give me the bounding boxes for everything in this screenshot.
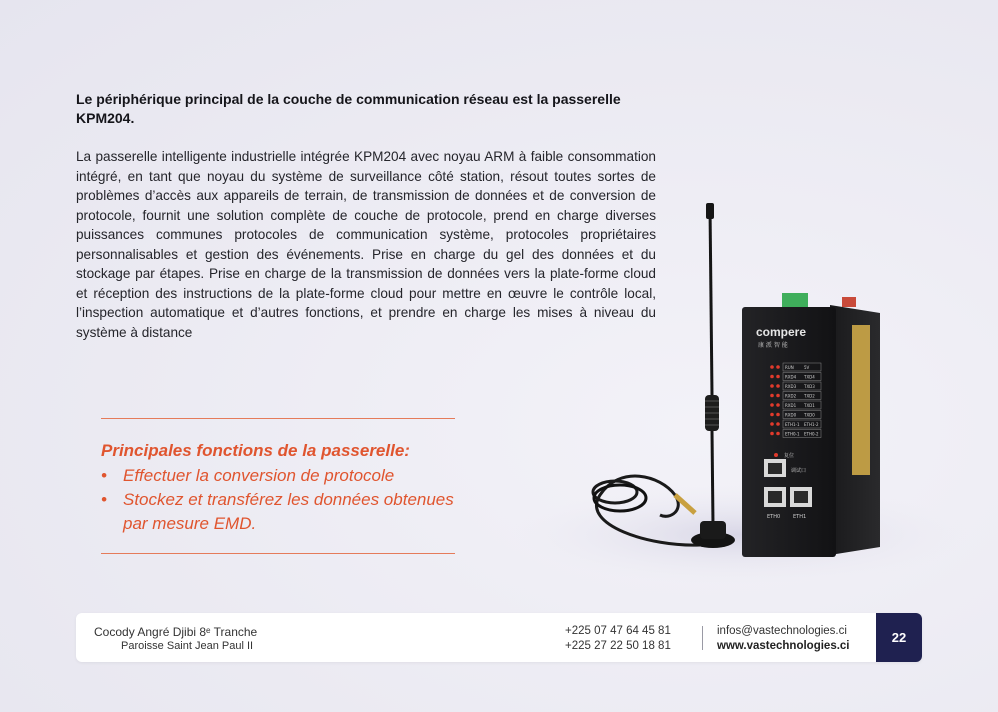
status-led [776,432,780,436]
bullet-icon: • [101,490,107,509]
antenna-rod [712,431,713,525]
eth1-label: ETH1 [793,514,807,520]
status-led [770,422,774,426]
led-label-left: RXD3 [785,384,797,389]
status-led [776,375,780,379]
led-label-left: RXD4 [785,374,797,380]
footer-separator [702,626,703,650]
status-led [770,384,774,388]
led-label-right: TXD1 [804,403,815,408]
status-led [776,413,780,417]
function-item [101,464,461,488]
status-led [770,394,774,398]
phone-number-1[interactable]: +225 07 47 64 45 81 [565,625,671,637]
functions-list [101,464,461,536]
status-led [776,394,780,398]
functions-title: Principales fonctions de la passerelle: [101,441,410,460]
antenna-spring [705,395,719,431]
led-label-left: RXD2 [785,393,797,399]
led-label-left: RUN [785,365,794,370]
led-label-left: RXD1 [785,403,797,408]
led-label-left: RXD0 [785,412,797,418]
gateway-illustration [500,195,970,595]
address-line-1: Cocody Angré Djibi 8ᵉ Tranche [94,625,258,639]
status-led [770,375,774,379]
reset-label: 复位 [784,453,795,459]
status-led [776,365,780,369]
status-led [770,403,774,407]
bullet-icon: • [101,466,107,485]
function-item-text: Stockez et transférez les données obtenues par mesure EMD. [123,490,454,533]
led-label-right: 5V [804,365,810,370]
function-item-text: Effectuer la conversion de protocole [123,466,395,485]
antenna-whip [710,207,712,395]
page-number: 22 [876,613,922,662]
terminal-block [782,293,808,307]
led-label-right: TXD3 [804,384,815,389]
status-led [776,422,780,426]
eth1-socket [794,491,808,503]
side-label [852,325,870,475]
phone-number-2[interactable]: +225 27 22 50 18 81 [565,640,671,652]
led-label-right: TXD4 [804,374,815,380]
brand-logo: compere [756,325,807,339]
floor-shadow [510,485,970,585]
led-label-left: ETH1-1 [785,422,800,427]
section-heading: Le périphérique principal de la couche de communication réseau est la passerelle KPM204. [76,91,621,126]
brand-subtitle: 康 派 智 能 [758,342,788,349]
led-label-left: ETH0-1 [785,431,800,437]
footer-bar [76,613,922,662]
intro-paragraph: La passerelle intelligente industrielle intégrée KPM204 avec noyau ARM à faible consommation intégré, en tant que noyau du système de surveillance côté station, résout toutes sortes de problèmes d’accès aux appareils de terrain, de transmission de données et de conversion de protocole, fournit une solution complète de couche de protocole, prend en charge diverses puissances communes protocoles de communication système, protocoles propriétaires personnalisables et gestion des événements. Prise en charge du gel des données et du stockage par étapes. Prise en charge de la transmission de données vers la plate-forme cloud et réception des instructions de la plate-forme cloud pour mettre en œuvre le contrôle local, l’inspection automatique et d’autres fonctions, et prendre en charge les mises à niveau du système à distance [76,149,656,340]
led-label-right: ETH0-2 [804,431,819,437]
divider-top [101,418,455,419]
divider-bottom [101,553,455,554]
led-label-right: TXD0 [804,412,815,418]
address-line-2: Paroisse Saint Jean Paul II [121,640,254,652]
reset-indicator [774,453,778,457]
status-led [776,403,780,407]
debug-port-socket [768,463,782,474]
function-item [101,488,461,536]
website-link[interactable]: www.vastechnologies.ci [717,640,850,652]
status-led [770,432,774,436]
status-led [770,413,774,417]
debug-port-label: 调试口 [791,468,807,474]
led-label-right: TXD2 [804,393,815,399]
eth0-socket [768,491,782,503]
antenna-tip [706,203,714,219]
email-link[interactable]: infos@vastechnologies.ci [717,625,847,637]
led-label-right: ETH1-2 [804,422,819,427]
antenna-base [700,521,726,539]
gateway-device-image [500,195,970,595]
status-led [776,384,780,388]
top-connector [842,297,856,307]
eth0-label: ETH0 [767,514,781,520]
status-led [770,365,774,369]
